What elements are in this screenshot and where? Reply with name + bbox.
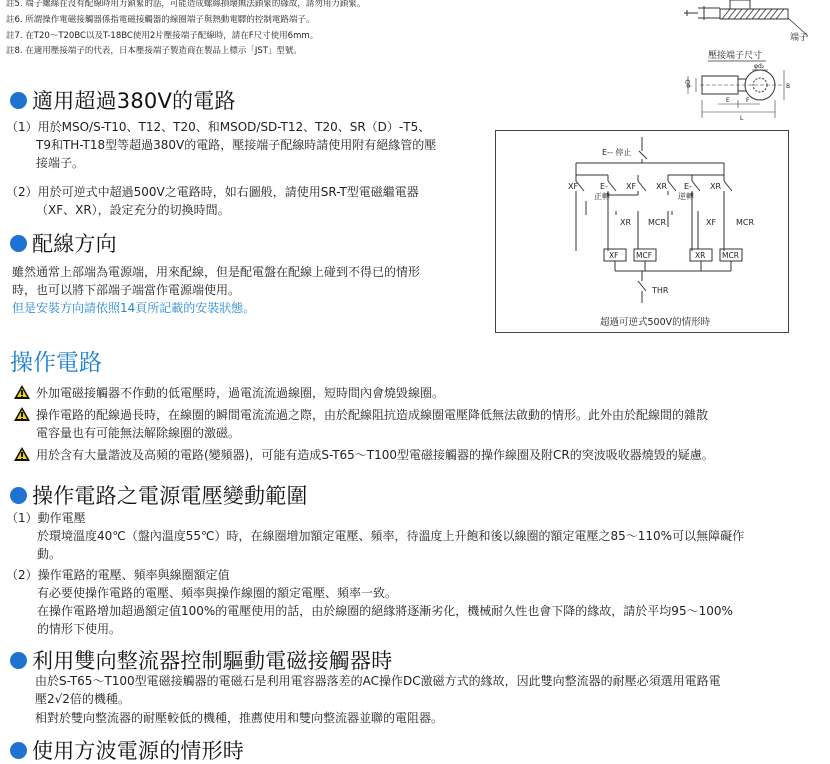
bullet-dot xyxy=(10,742,27,759)
warning-icon xyxy=(14,447,30,461)
section-380v-heading xyxy=(10,88,236,114)
voltage-item2-line3: 的情形下使用。 xyxy=(37,622,122,636)
section-380v-item1-line2: T9和TH-T18型等超過380V的電路，壓接端子配線時請使用附有絕緣管的壓 xyxy=(36,138,437,152)
dim-label-F: F xyxy=(746,97,750,104)
dim-label-B: B xyxy=(786,83,791,90)
section-direction-line1: 雖然通常上部端為電源端，用來配線，但是配電盤在配線上碰到不得已的情形 xyxy=(12,265,421,279)
label-e-reverse-top: E- xyxy=(684,182,692,191)
label-xr-right: XR xyxy=(710,182,722,191)
coil-label-xr: XR xyxy=(695,251,706,260)
voltage-item2-line1: 有必要使操作電路的電壓、頻率與操作線圈的額定電壓、頻率一致。 xyxy=(37,586,398,600)
section-operating-circuit-title: 操作電路 xyxy=(10,350,102,376)
section-direction-heading xyxy=(10,231,117,257)
bullet-dot xyxy=(10,235,27,252)
warning-1 xyxy=(14,384,444,402)
label-e-stop: E-- 停止 xyxy=(602,148,632,157)
label-mcr-left: MCR xyxy=(648,218,667,227)
section-380v-item1-line3: 接端子。 xyxy=(36,156,85,170)
section-direction-line2: 時，也可以將下部端子端當作電源端使用。 xyxy=(12,283,241,297)
note-6: 註6. 所謂操作電磁接觸器係指電磁接觸器的線圈端子與熱動電驛的控制電路端子。 xyxy=(6,15,315,25)
coil-label-mcr: MCR xyxy=(722,251,739,260)
circuit-caption: 超過可逆式500V的情形時 xyxy=(600,317,711,328)
dim-label-d2: φd₂ xyxy=(754,63,765,70)
terminal-size-title: 壓接端子尺寸 xyxy=(708,51,763,61)
note-5: 註5. 端子螺絲在沒有配線時用力鎖緊的話，可能造成螺絲損壞無法鎖緊的緣故，請勿用力鎖緊。 xyxy=(6,0,366,9)
section-380v-title: 適用超過380V的電路 xyxy=(32,89,236,113)
section-voltage-range-title: 操作電路之電源電壓變動範圍 xyxy=(32,484,308,508)
warning-2-text-line2: 電容量也有可能無法解除線圈的激磁。 xyxy=(36,426,241,440)
section-direction-note: 但是安裝方向請依照14頁所記載的安裝狀態。 xyxy=(12,301,256,315)
section-direction-title: 配線方向 xyxy=(32,232,117,256)
coil-label-xf: XF xyxy=(609,251,619,260)
warning-icon xyxy=(14,385,30,399)
section-voltage-range-heading xyxy=(10,483,308,509)
label-xf-contact: XF xyxy=(706,218,717,227)
rectifier-line3: 相對於雙向整流器的耐壓較低的機種，推薦使用和雙向整流器並聯的電阻器。 xyxy=(35,711,444,725)
label-e-reverse-bottom: 逆轉 xyxy=(678,192,694,201)
warning-3-text: 用於含有大量諧波及高頻的電路(變頻器)，可能有造成S-T65～T100型電磁接觸器的操作線圈及附CR的突波吸收器燒毀的疑慮。 xyxy=(36,448,714,462)
bullet-dot xyxy=(10,652,27,669)
label-xr-mid: XR xyxy=(656,182,668,191)
note-7: 註7. 在T20～T20BC以及T-18BC使用2片壓接端子配線時，請在F尺寸使用6mm。 xyxy=(6,31,319,41)
label-thr: THR xyxy=(652,286,669,295)
dim-label-D: φD xyxy=(685,79,692,88)
section-380v-item2-line2: （XF、XR），設定充分的切換時間。 xyxy=(36,203,230,217)
terminal-figure xyxy=(660,0,830,125)
section-380v-item2-line1: （2）用於可逆式中超過500V之電路時，如右圖般，請使用SR-T型電磁繼電器 xyxy=(6,185,419,199)
terminal-label: 端子 xyxy=(790,33,809,43)
section-square-wave-heading xyxy=(10,738,244,764)
section-rectifier-heading xyxy=(10,648,392,674)
label-xf-left: XF xyxy=(568,182,579,191)
label-e-forward-top: E- xyxy=(600,182,608,191)
note-8: 註8. 在適用壓接端子的代表，日本壓接端子製造商在製品上標示「JST」型號。 xyxy=(6,46,302,56)
voltage-item2-line2: 在操作電路增加超過額定值100%的電壓使用的話，由於線圈的絕緣將逐漸劣化，機械耐久性也會下降的緣故，請於平均95～100% xyxy=(37,604,733,618)
warning-1-text: 外加電磁接觸器不作動的低電壓時，過電流流過線圈，短時間內會燒毀線圈。 xyxy=(36,386,445,400)
warning-3 xyxy=(14,446,714,464)
bullet-dot xyxy=(10,487,27,504)
crimp-terminal-drawing xyxy=(688,70,784,118)
section-square-wave-title: 使用方波電源的情形時 xyxy=(32,739,244,763)
section-380v-item1-line1: （1）用於MSO/S-T10、T12、T20、和MSOD/SD-T12、T20、SR（D）-T5、 xyxy=(6,120,431,134)
label-xr-contact: XR xyxy=(620,218,632,227)
label-e-forward-bottom: 正轉 xyxy=(594,192,610,201)
voltage-item1-line2: 動。 xyxy=(37,547,62,561)
section-rectifier-title: 利用雙向整流器控制驅動電磁接觸器時 xyxy=(32,649,393,673)
dim-label-L: L xyxy=(740,115,744,122)
coil-label-mcf: MCF xyxy=(636,251,653,260)
rectifier-line1: 由於S-T65～T100型電磁接觸器的電磁石是利用電容器落差的AC操作DC激磁方式的緣故，因此雙向整流器的耐壓必須選用電路電 xyxy=(35,674,721,688)
dim-label-E: E xyxy=(726,97,730,104)
voltage-item1-line1: 於環境溫度40℃（盤內溫度55℃）時，在線圈增加額定電壓、頻率，待溫度上升飽和後以線圈的額定電壓之85～110%可以無障礙作 xyxy=(37,529,745,543)
voltage-item2-head: （2）操作電路的電壓、頻率與線圈額定值 xyxy=(6,568,230,582)
label-xf-mid: XF xyxy=(626,182,637,191)
bullet-dot xyxy=(10,92,27,109)
voltage-item1-head: （1）動作電壓 xyxy=(6,511,86,525)
warning-2-text-line1: 操作電路的配線過長時，在線圈的瞬間電流流過之際，由於配線阻抗造成線圈電壓降低無法啟動的情形。此外由於配線間的雜散 xyxy=(36,408,709,422)
warning-2 xyxy=(14,406,708,424)
circuit-svg xyxy=(496,131,788,332)
terminal-screw-drawing xyxy=(684,0,808,36)
label-mcr-right: MCR xyxy=(736,218,755,227)
warning-icon xyxy=(14,407,30,421)
rectifier-line2: 壓2√2倍的機種。 xyxy=(35,692,130,706)
reversing-circuit-diagram xyxy=(495,130,789,333)
